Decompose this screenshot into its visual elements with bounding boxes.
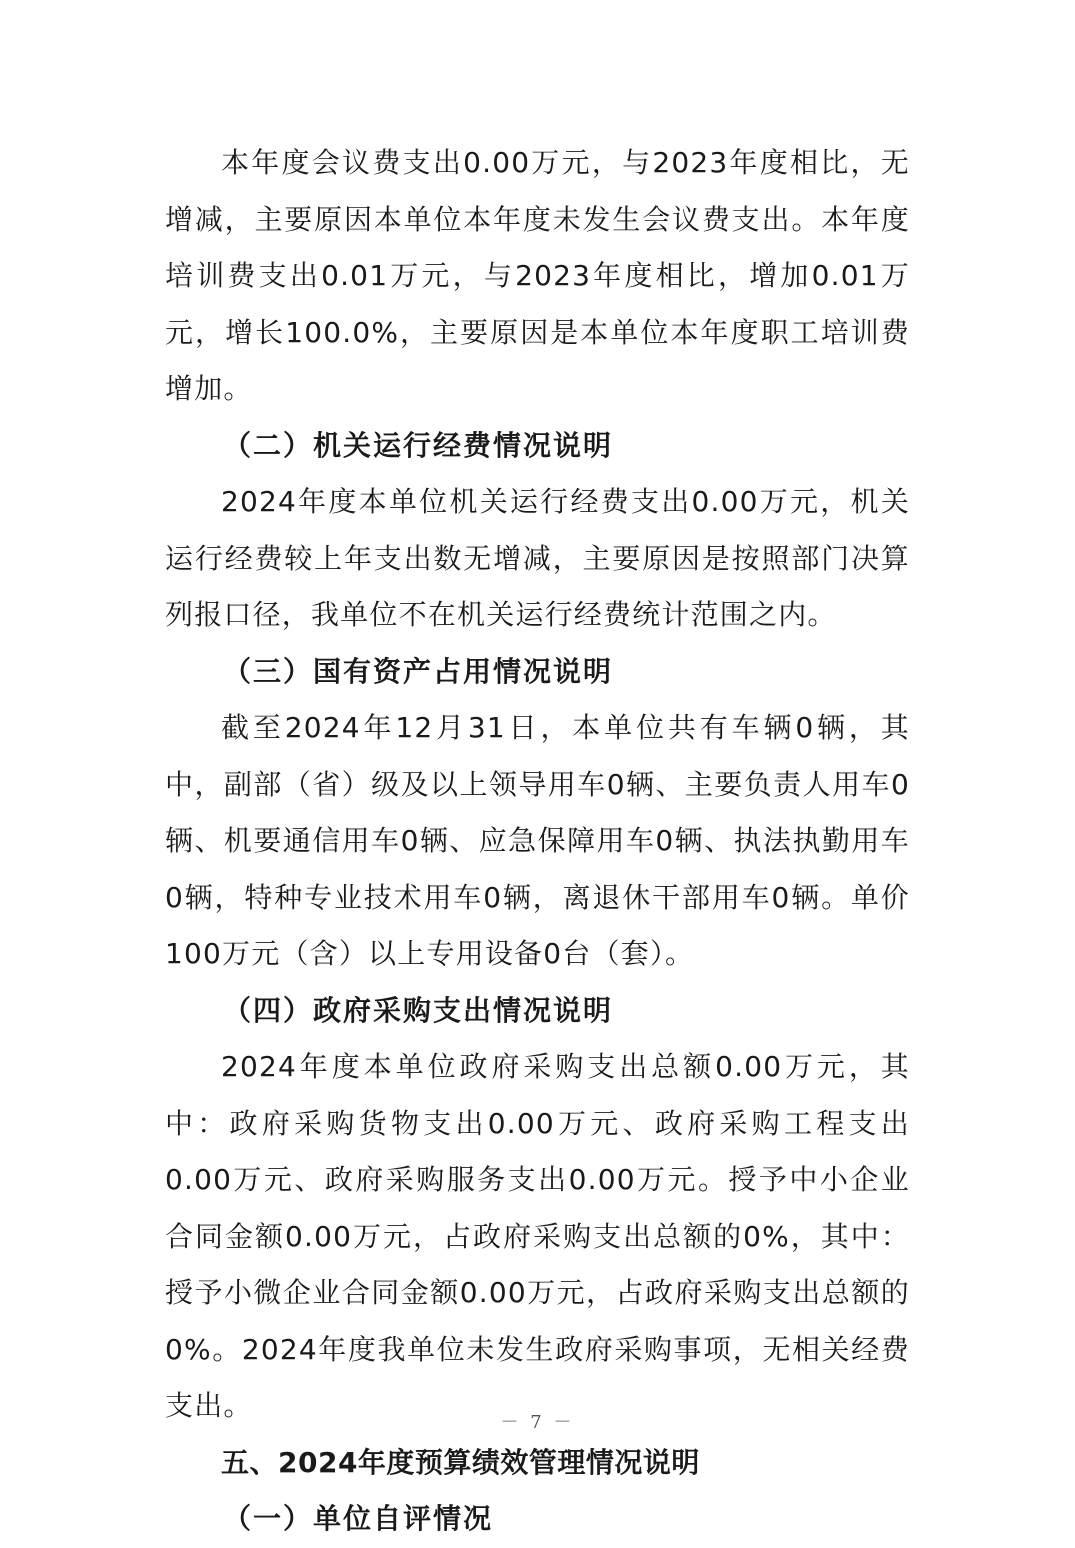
heading-government-procurement: （四）政府采购支出情况说明 (223, 993, 614, 1027)
page-content (165, 135, 910, 1548)
heading-operating-expenses: （二）机关运行经费情况说明 (223, 428, 614, 462)
paragraph-operating-expenses: 2024年度本单位机关运行经费支出0.00万元，机关运行经费较上年支出数无增减，主要原因是按照部门决算列报口径，我单位不在机关运行经费统计范围之内。 (165, 485, 910, 631)
paragraph-government-procurement: 2024年度本单位政府采购支出总额0.00万元，其中：政府采购货物支出0.00万元、政府采购工程支出0.00万元、政府采购服务支出0.00万元。授予中小企业合同金额0.00万元，占政府采购支出总额的0%，其中：授予小微企业合同金额0.00万元，占政府采购支出总额的0%。2024年度我单位未发生政府采购事项，无相关经费支出。 (165, 1050, 910, 1422)
paragraph-meeting-training-fees: 本年度会议费支出0.00万元，与2023年度相比，无增减，主要原因本单位本年度未发生会议费支出。本年度培训费支出0.01万元，与2023年度相比，增加0.01万元，增长100.0%，主要原因是本单位本年度职工培训费增加。 (165, 146, 910, 405)
section-heading-performance-management: 五、2024年度预算绩效管理情况说明 (221, 1445, 700, 1479)
page-number: － 7 － (500, 1412, 575, 1433)
heading-state-assets: （三）国有资产占用情况说明 (223, 654, 614, 688)
paragraph-state-assets: 截至2024年12月31日，本单位共有车辆0辆，其中，副部（省）级及以上领导用车0辆、主要负责人用车0辆、机要通信用车0辆、应急保障用车0辆、执法执勤用车0辆，特种专业技术用车0辆，离退休干部用车0辆。单价100万元（含）以上专用设备0台（套）。 (165, 711, 910, 970)
heading-self-evaluation: （一）单位自评情况 (223, 1502, 494, 1535)
